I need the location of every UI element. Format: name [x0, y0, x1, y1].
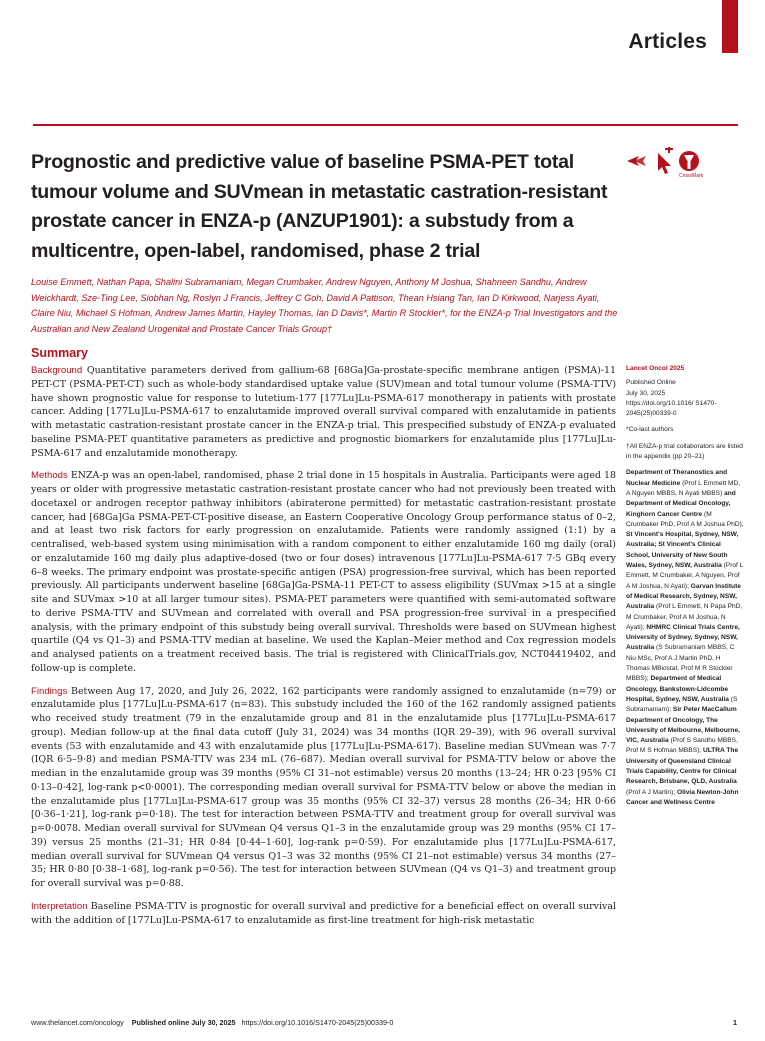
- affiliations: [626, 468, 744, 808]
- background-label: Background: [31, 365, 83, 376]
- findings-text: Between Aug 17, 2020, and July 26, 2022, 162 participants were randomly assigned to enzalutamide (n=79) or enzalutamide plus [177Lu]Lu-PSMA-617 (n=83). This substudy included the 160 of the 162 randomly assigned patients who received study treatment (79 in the enzalutamide group and 81 in the enzalutamide plus [177Lu]Lu-PSMA-617 group). Median follow-up at the final data cutoff (July 31, 2024) was 34 months (IQR 29–39), with 96 overall survival events (53 with enzalutamide and 43 with enzalutamide plus [177Lu]Lu-PSMA-617). Baseline median SUVmean was 7·7 (IQR 6·5–9·8) and median PSMA-TTV was 234 mL (76–687). Median overall survival for PSMA-TTV below or above the median in the enzalutamide group was 39 months (95% CI 31–not estimable) versus 20 months (13–24; HR 0·23 [95% CI 0·13–0·42], log-rank p<0·0001). The corresponding median overall survival for PSMA-TTV below or above the median in the enzalutamide plus [177Lu]Lu-PSMA-617 group was 35 months (95% CI 32–37) versus 28 months (26–34; HR 0·66 [0·36–1·21], log-rank p=0·18). The test for interaction between PSMA-TTV and treatment group for overall survival was p=0·0078. Median overall survival for SUVmean Q4 versus Q1–3 in the enzalutamide group was 29 months (95% CI 17–39) versus 25 months (21–31; HR 0·84 [0·44–1·60], log-rank p=0·59). For enzalutamide plus [177Lu]Lu-PSMA-617, median overall survival for SUVmean Q4 versus Q1–3 was 32 months (95% CI 21–not estimable) versus 34 months (27–35; HR 0·80 [0·38–1·68], log-rank p=0·56). The test for interaction between SUVmean (Q4 vs Q1–3) and treatment group for overall survival was p=0·88.: [31, 685, 616, 889]
- affiliation-people: (Prof S Sandhu MBBS, Prof M S Hofman MBBS);: [626, 737, 738, 755]
- section-label: Articles: [628, 30, 707, 53]
- affiliation-name: Sir Peter MacCallum Department of Oncology, The University of Melbourne, Melbourne, VIC, Australia: [626, 706, 740, 745]
- affiliation-name: St Vincent's Hospital, Sydney, NSW, Australia; St Vincent's Clinical School, University of New South Wales, Sydney, NSW, Australia: [626, 531, 739, 570]
- interpretation-label: Interpretation: [31, 900, 88, 912]
- doi-link[interactable]: https://doi.org/10.1016/ S1470-2045(25)00339-0: [626, 399, 717, 418]
- background-text: Quantitative parameters derived from gallium-68 [68Ga]Ga-prostate-specific membrane antigen (PSMA)-11 PET-CT (PSMA-PET-CT) such as whole-body standardised uptake value (SUV)mean and total tumour volume (PSMA-TTV) have shown prognostic value for response to lutetium-177 [177Lu]Lu-PSMA-617 monotherapy in patients with prostate cancer. Adding [177Lu]Lu-PSMA-617 to enzalutamide improved overall survival compared with enzalutamide in patients with metastatic castration-resistant prostate cancer in the ENZA-p trial. This prespecified substudy of ENZA-p evaluated baseline PSMA-PET quantitative parameters as predictive and prognostic biomarkers for enzalutamide plus [177Lu]Lu-PSMA-617 and enzalutamide monotherapy.: [31, 365, 616, 459]
- summary-heading: Summary: [31, 346, 88, 360]
- findings-paragraph: [31, 685, 616, 891]
- header-accent-bar: [722, 0, 738, 53]
- header-rule: [33, 124, 738, 126]
- interpretation-text: Baseline PSMA-TTV is prognostic for overall survival and predictive for a beneficial effect on overall survival with the addition of [177Lu]Lu-PSMA-617 to enzalutamide as first-line treatment for high-risk metastatic: [31, 900, 616, 926]
- affiliation-people: (Prof L Emmett, N Papa PhD, M Crumbaker, Prof A M Joshua, N Ayati);: [626, 603, 743, 631]
- methods-label: Methods: [31, 470, 68, 482]
- published-label: Published Online: [626, 379, 676, 387]
- page-number: 1: [732, 1018, 737, 1027]
- affiliation-people: (Prof A J Martin);: [626, 788, 677, 796]
- footer-published: Published online July 30, 2025: [131, 1018, 236, 1027]
- affiliation-people: (S Subramaniam MBBS, C Niu MSc, Prof A J Martin PhD, H Thomas MBiostat, Prof M R Stockler MBBS);: [626, 644, 735, 683]
- journal-citation: Lancet Oncol 2025: [626, 365, 685, 372]
- affiliation-name: Olivia Newton-John Cancer and Wellness Centre: [626, 788, 739, 806]
- cite-arrow-icon[interactable]: [627, 156, 646, 166]
- interpretation-paragraph: [31, 900, 616, 928]
- affiliation-name: Department of Medical Oncology, Bankstown-Lidcombe Hospital, Sydney, NSW, Australia: [626, 675, 729, 703]
- article-title: Prognostic and predictive value of baseline PSMA-PET total tumour volume and SUVmean in metastatic castration-resistant prostate cancer in ENZA-p (ANZUP1901): a substudy from a multicentre, open-label, randomised, phase 2 trial: [31, 151, 608, 262]
- author-list: Louise Emmett, Nathan Papa, Shalini Subramaniam, Megan Crumbaker, Andrew Nguyen, Anthony M Joshua, Shahneen Sandhu, Andrew Weickhardt, Sze-Ting Lee, Siobhan Ng, Roslyn J Francis, Jeffrey C Goh, David A Pattison, Thean Hsiang Tan, Ian D Kirkwood, Narjess Ayati, Claire Niu, Michael S Hofman, Andrew James Martin, Hayley Thomas, Ian D Davis*, Martin R Stockler*, for the ENZA-p Trial Investigators and the Australian and New Zealand Urogenital and Prostate Cancer Trials Group†: [31, 277, 618, 334]
- journal-url-link[interactable]: www.thelancet.com/oncology: [31, 1018, 124, 1027]
- affiliation-people: (Prof L Emmett, M Crumbaker, A Nguyen, Prof A M Joshua, N Ayati);: [626, 562, 744, 590]
- affiliation-people: (S Subramaniam);: [626, 695, 738, 714]
- crossmark-label: CrossMark: [679, 173, 704, 179]
- affiliation-name: and Department of Medical Oncology, Kinghorn Cancer Centre: [626, 489, 736, 518]
- crossmark-icon[interactable]: [679, 151, 699, 171]
- footer-doi-link[interactable]: https://doi.org/10.1016/S1470-2045(25)00339-0: [241, 1018, 394, 1027]
- cursor-plus-icon[interactable]: [658, 147, 673, 174]
- findings-label: Findings: [31, 685, 68, 697]
- affiliation-name: ULTRA The University of Queensland Clinical Trials Capability, Centre for Clinical Research, Brisbane, QLD, Australia: [626, 747, 739, 786]
- article-sidebar: [626, 364, 744, 808]
- affiliation-people: (Prof L Emmett MD, A Nguyen MBBS, N Ayati MBBS): [626, 479, 741, 497]
- collaborators-note: †All ENZA-p trial collaborators are listed in the appendix (pp 20–21): [626, 442, 743, 461]
- affiliation-people: (M Crumbaker PhD, Prof A M Joshua PhD),: [626, 510, 744, 528]
- affiliation-name: Department of Theranostics and Nuclear Medicine: [626, 469, 728, 487]
- methods-text: ENZA-p was an open-label, randomised, phase 2 trial done in 15 hospitals in Australia. Participants were aged 18 years or older with progressive metastatic castration-resistant prostate cancer who had not previously been treated with docetaxel or androgen receptor pathway inhibitors (abiraterone permitted) for metastatic castration-resistant prostate cancer, had [68Ga]Ga PSMA-PET-CT-positive disease, an Eastern Cooperative Oncology Group performance status of 0–2, and at least two risk factors for early progression on enzalutamide. Patients were randomly assigned (1:1) by a centralised, web-based system using minimisation with a random component to either enzalutamide 160 mg daily (oral) or enzalutamide 160 mg daily plus adaptive-dosed (two or four doses) intravenous [177Lu]Lu-PSMA-617 7·5 GBq every 6–8 weeks. The primary endpoint was prostate-specific antigen (PSA) progression-free survival, which has been reported previously. All participants underwent baseline [68Ga]Ga-PSMA-11 PET-CT to assess eligibility (SUVmax >15 at a single site and SUVmax >10 at all larger tumour sites). PSMA-PET parameters were quantified with semi-automated software to derive PSMA-TTV and SUVmean and correlated with overall and PSA progression-free survival in a prespecified analysis, with the primary endpoint of this substudy being overall survival. Thresholds were based on SUVmean highest quartile (Q4 vs Q1–3) and PSMA-TTV median at baseline. We used the Kaplan–Meier method and Cox regression models and analysed patients on a treatment received basis. The trial is registered with ClinicalTrials.gov, NCT04419402, and follow-up is complete.: [31, 470, 616, 674]
- background-paragraph: [31, 364, 616, 460]
- page-footer: [31, 1018, 736, 1027]
- affiliation-name: NHMRC Clinical Trials Centre, University of Sydney, Sydney, NSW, Australia: [626, 623, 740, 652]
- methods-paragraph: [31, 469, 616, 675]
- published-date: July 30, 2025: [626, 389, 666, 397]
- summary-body: [31, 364, 616, 936]
- colast-note: *Co-last authors: [626, 426, 674, 434]
- affiliation-name: Garvan Institute of Medical Research, Sydney, NSW, Australia: [626, 582, 741, 611]
